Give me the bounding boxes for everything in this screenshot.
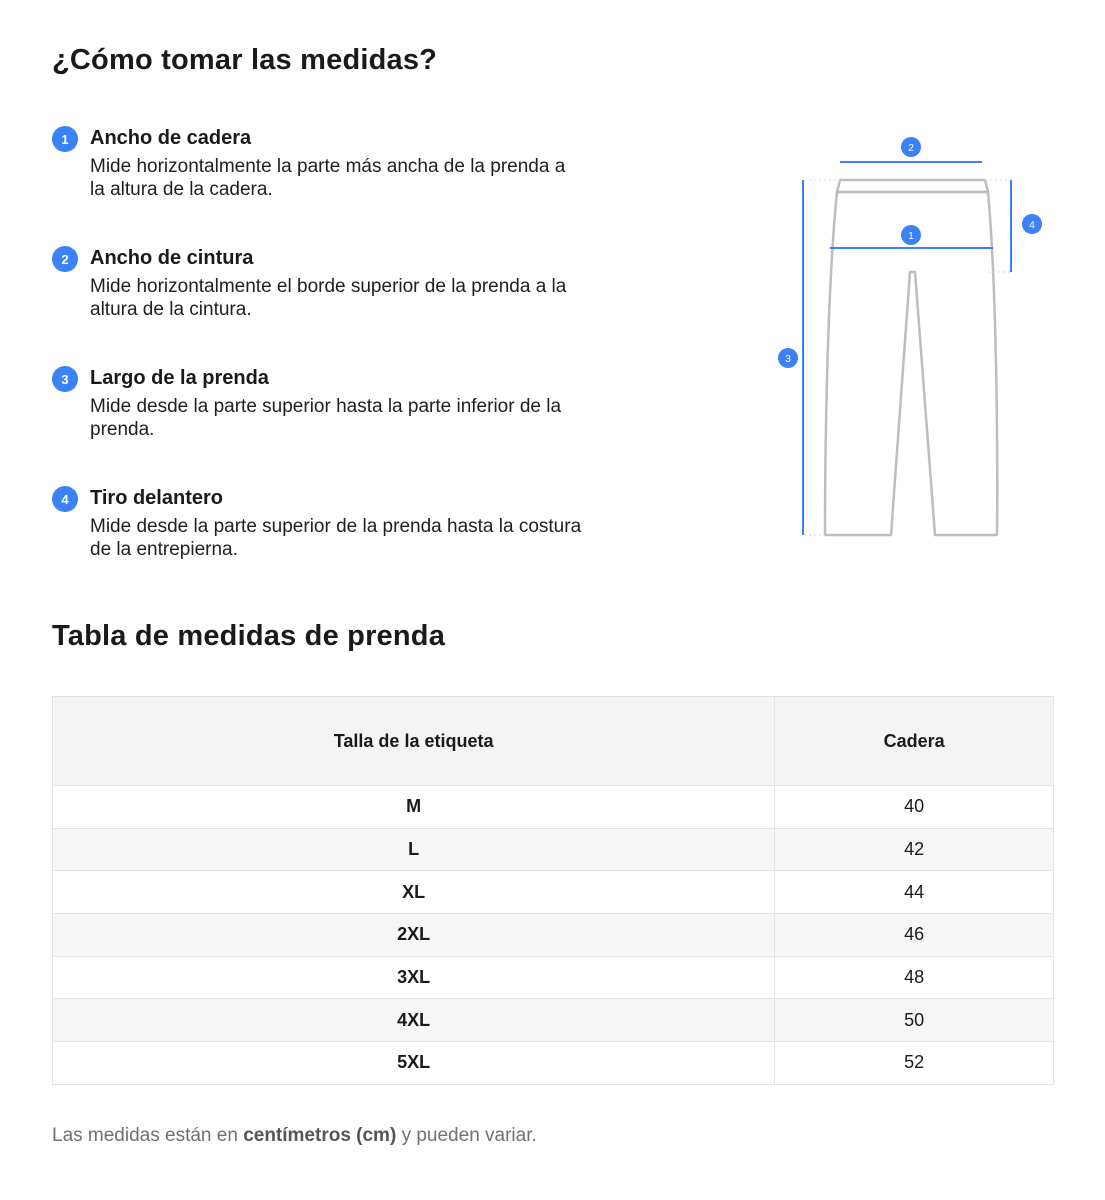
- cell-hip: 48: [775, 956, 1054, 999]
- step-hip-width: [52, 124, 682, 244]
- table-row: [53, 871, 1054, 914]
- step-garment-length: [52, 364, 682, 484]
- table-row: [53, 786, 1054, 829]
- cell-hip: 42: [775, 828, 1054, 871]
- table-row: [53, 1042, 1054, 1085]
- cell-hip: 50: [775, 999, 1054, 1042]
- column-header-hip: Cadera: [775, 697, 1054, 786]
- table-row: [53, 999, 1054, 1042]
- table-title: Tabla de medidas de prenda: [52, 620, 446, 652]
- units-note: Las medidas están en centímetros (cm) y pueden variar.: [52, 1125, 537, 1146]
- page-title: ¿Cómo tomar las medidas?: [52, 44, 438, 76]
- step-front-rise: [52, 484, 682, 604]
- table-header-row: [53, 697, 1054, 786]
- marker-waist: [901, 137, 921, 157]
- step-title: Ancho de cintura: [90, 247, 254, 269]
- step-description: Mide horizontalmente el borde superior de la prenda a la altura de la cintura.: [90, 276, 567, 320]
- marker-hip: [901, 225, 921, 245]
- step-title: Tiro delantero: [90, 487, 223, 509]
- size-table: [52, 696, 1054, 1085]
- table-row: [53, 914, 1054, 957]
- cell-size: M: [53, 786, 775, 829]
- step-waist-width: [52, 244, 682, 364]
- step-title: Largo de la prenda: [90, 367, 269, 389]
- step-description: Mide desde la parte superior de la prenda hasta la costura de la entrepierna.: [90, 516, 582, 560]
- step-title: Ancho de cadera: [90, 127, 252, 149]
- step-number-badge: 1: [52, 126, 78, 152]
- measurement-steps: [52, 124, 682, 604]
- cell-hip: 40: [775, 786, 1054, 829]
- svg-text:3: 3: [785, 354, 791, 365]
- cell-hip: 44: [775, 871, 1054, 914]
- step-number-badge: 3: [52, 366, 78, 392]
- cell-hip: 52: [775, 1042, 1054, 1085]
- cell-size: L: [53, 828, 775, 871]
- cell-size: XL: [53, 871, 775, 914]
- column-header-size: Talla de la etiqueta: [53, 697, 775, 786]
- svg-text:1: 1: [908, 231, 914, 242]
- step-number-badge: 4: [52, 486, 78, 512]
- step-description: Mide desde la parte superior hasta la parte inferior de la prenda.: [90, 396, 562, 440]
- cell-size: 4XL: [53, 999, 775, 1042]
- cell-size: 3XL: [53, 956, 775, 999]
- marker-rise: [1022, 214, 1042, 234]
- cell-hip: 46: [775, 914, 1054, 957]
- table-row: [53, 956, 1054, 999]
- pants-measurement-diagram: [770, 130, 1060, 550]
- cell-size: 5XL: [53, 1042, 775, 1085]
- svg-text:2: 2: [908, 143, 914, 154]
- marker-length: [778, 348, 798, 368]
- svg-text:4: 4: [1029, 220, 1035, 231]
- table-row: [53, 828, 1054, 871]
- step-description: Mide horizontalmente la parte más ancha de la prenda a la altura de la cadera.: [90, 156, 566, 200]
- cell-size: 2XL: [53, 914, 775, 957]
- step-number-badge: 2: [52, 246, 78, 272]
